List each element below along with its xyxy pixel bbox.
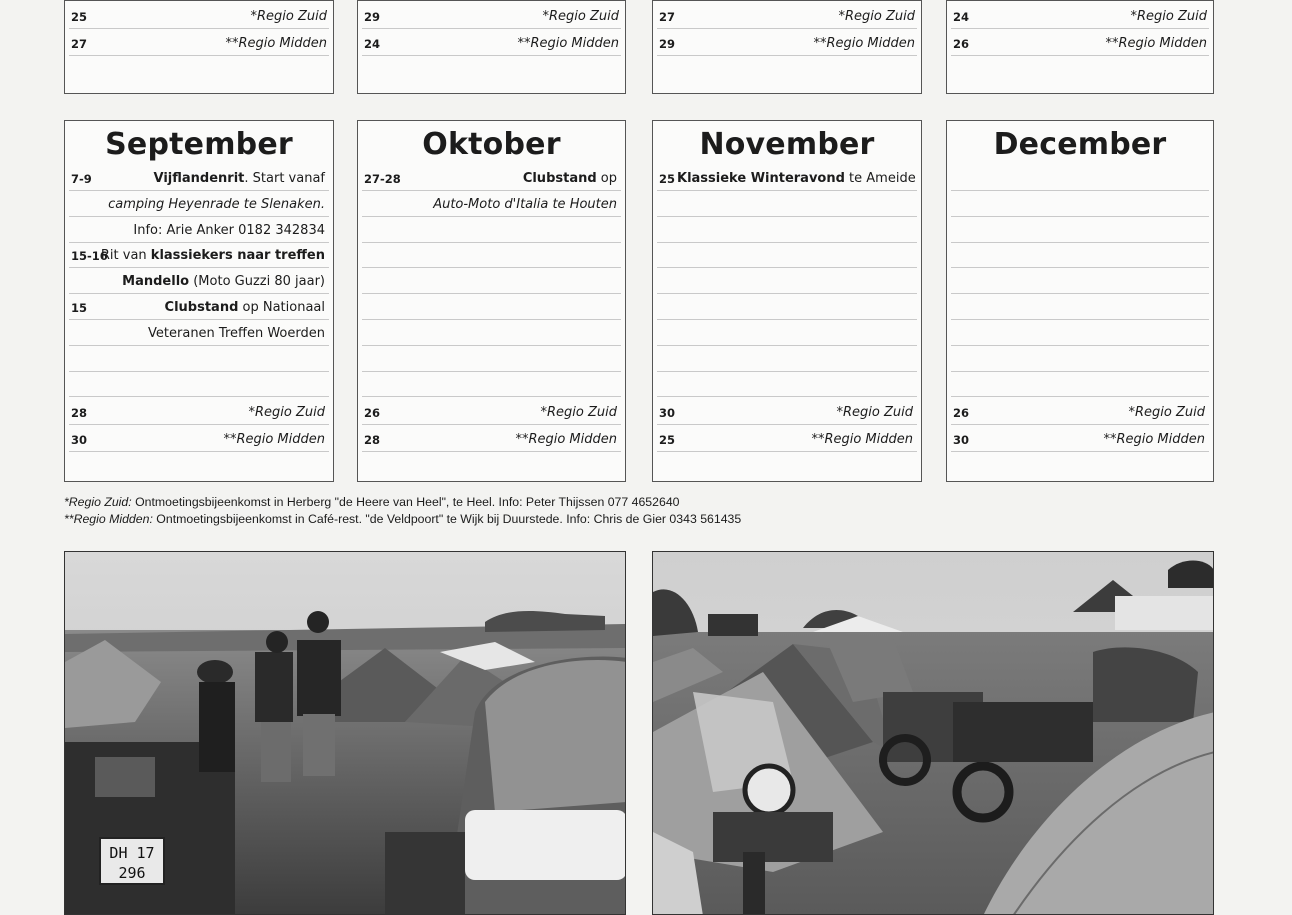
calendar-row: [951, 399, 1209, 425]
event-text: [523, 171, 617, 186]
event-text-part: Rit van: [100, 248, 151, 264]
month-december: [946, 120, 1214, 482]
month-title: December: [993, 127, 1167, 162]
event-text-part: te Ameide: [844, 171, 916, 186]
event-text: **Regio Midden: [225, 36, 327, 51]
calendar-row: [657, 30, 917, 56]
calendar-row: [362, 165, 621, 191]
calendar-row: [951, 165, 1209, 191]
note-regio-zuid: [64, 494, 1264, 511]
day-number: 27: [659, 10, 676, 24]
calendar-row: [362, 371, 621, 397]
note-text: Ontmoetingsbijeenkomst in Café-rest. "de Veldpoort" te Wijk bij Duurstede. Info: Chris de Gier 0343 561435: [152, 512, 742, 526]
event-text: *Regio Zuid: [838, 9, 915, 24]
month-oktober: [357, 120, 626, 482]
event-text: **Regio Midden: [515, 432, 617, 447]
day-number: 30: [71, 433, 88, 447]
event-text: [108, 197, 325, 212]
calendar-row: [362, 426, 621, 452]
day-number: 25: [659, 433, 676, 447]
photo-image: [653, 552, 1214, 915]
event-text-part: Mandello: [122, 274, 190, 290]
calendar-row: [657, 371, 917, 397]
calendar-row: [657, 294, 917, 320]
calendar-row: [362, 242, 621, 268]
event-text: *Regio Zuid: [540, 405, 617, 420]
day-number: 30: [659, 406, 676, 420]
calendar-row: [69, 3, 329, 29]
calendar-row: [951, 191, 1209, 217]
calendar-row: [362, 399, 621, 425]
calendar-row: [69, 399, 329, 425]
calendar-row: [951, 294, 1209, 320]
calendar-row: [657, 3, 917, 29]
event-text: *Regio Zuid: [250, 9, 327, 24]
month-title: September: [105, 127, 293, 162]
note-label: *Regio Zuid:: [64, 495, 132, 509]
day-number: 27: [71, 37, 88, 51]
month-title: Oktober: [422, 127, 561, 162]
calendar-row: [657, 346, 917, 372]
calendar-row: [69, 30, 329, 56]
calendar-row: [951, 217, 1209, 243]
photo-image: [65, 552, 626, 915]
note-text: Ontmoetingsbijeenkomst in Herberg "de Heere van Heel", te Heel. Info: Peter Thijssen 077 4652640: [131, 495, 680, 509]
month-november: [652, 120, 922, 482]
day-number: 7-9: [71, 172, 92, 186]
day-number: 26: [953, 406, 970, 420]
day-number: 29: [364, 10, 381, 24]
day-number: 28: [364, 433, 381, 447]
calendar-row: [69, 346, 329, 372]
day-number: 26: [364, 406, 381, 420]
calendar-row: [69, 268, 329, 294]
event-text: [148, 326, 325, 341]
calendar-row: [951, 3, 1209, 29]
event-text: [133, 223, 325, 238]
event-text-part: op Nationaal: [238, 300, 325, 315]
calendar-row: [69, 371, 329, 397]
event-text-part: klassiekers naar treffen: [150, 248, 325, 264]
event-text-part: Veteranen Treffen Woerden: [148, 325, 325, 341]
calendar-row: [362, 294, 621, 320]
event-text: *Regio Zuid: [248, 405, 325, 420]
month-title: November: [699, 127, 875, 162]
event-text: [677, 171, 916, 186]
event-text: **Regio Midden: [1103, 432, 1205, 447]
day-number: 30: [953, 433, 970, 447]
event-text-part: Info: Arie Anker 0182 342834: [133, 222, 325, 238]
calendar-row: [657, 242, 917, 268]
calendar-row: [657, 426, 917, 452]
event-text-part: op: [596, 171, 617, 186]
calendar-row: [951, 320, 1209, 346]
day-number: 25: [71, 10, 88, 24]
event-text-part: Clubstand: [522, 171, 597, 186]
top-box-1: [64, 0, 334, 94]
calendar-row: [362, 3, 621, 29]
calendar-row: [69, 217, 329, 243]
event-text: **Regio Midden: [223, 432, 325, 447]
photo-campsite-people: [64, 551, 626, 915]
event-text: [154, 171, 325, 186]
calendar-row: [69, 426, 329, 452]
month-september: [64, 120, 334, 482]
calendar-row: [951, 268, 1209, 294]
top-box-3: [652, 0, 922, 94]
day-number: 26: [953, 37, 970, 51]
event-text: [122, 274, 325, 289]
top-box-2: [357, 0, 626, 94]
calendar-row: [69, 165, 329, 191]
calendar-row: [362, 191, 621, 217]
calendar-row: [69, 320, 329, 346]
calendar-row: [951, 346, 1209, 372]
event-text-part: Clubstand: [164, 300, 239, 315]
calendar-row: [362, 320, 621, 346]
day-number: 24: [364, 37, 381, 51]
event-text: [433, 197, 617, 212]
note-label: **Regio Midden:: [64, 512, 153, 526]
calendar-row: [657, 191, 917, 217]
calendar-row: [951, 426, 1209, 452]
top-box-4: [946, 0, 1214, 94]
calendar-row: [69, 242, 329, 268]
event-text: **Regio Midden: [811, 432, 913, 447]
day-number: 29: [659, 37, 676, 51]
calendar-row: [657, 399, 917, 425]
calendar-row: [69, 294, 329, 320]
calendar-row: [951, 242, 1209, 268]
event-text-part: Auto-Moto d'Italia te Houten: [433, 196, 617, 212]
event-text-part: camping Heyenrade te Slenaken.: [108, 196, 325, 212]
event-text: [101, 248, 325, 263]
event-text-part: Klassieke Winteravond: [677, 171, 845, 186]
day-number: 25: [659, 172, 676, 186]
event-text: **Regio Midden: [1105, 36, 1207, 51]
footnotes: [64, 494, 1264, 528]
calendar-row: [657, 320, 917, 346]
day-number: 24: [953, 10, 970, 24]
note-regio-midden: [64, 511, 1264, 528]
calendar-row: [362, 268, 621, 294]
calendar-row: [657, 217, 917, 243]
calendar-row: [69, 191, 329, 217]
calendar-row: [362, 30, 621, 56]
photo-campsite-motorcycles: [652, 551, 1214, 915]
event-text: *Regio Zuid: [836, 405, 913, 420]
day-number: 28: [71, 406, 88, 420]
event-text: [165, 300, 325, 315]
event-text: *Regio Zuid: [1128, 405, 1205, 420]
license-plate-line2: 296: [118, 864, 146, 882]
event-text: **Regio Midden: [517, 36, 619, 51]
event-text-part: Vijflandenrit: [153, 171, 245, 186]
calendar-row: [951, 30, 1209, 56]
event-text: **Regio Midden: [813, 36, 915, 51]
event-text-part: . Start vanaf: [244, 171, 325, 186]
calendar-row: [951, 371, 1209, 397]
calendar-row: [362, 346, 621, 372]
event-text: *Regio Zuid: [542, 9, 619, 24]
calendar-row: [657, 268, 917, 294]
license-plate-line1: DH 17: [109, 844, 155, 862]
event-text-part: (Moto Guzzi 80 jaar): [189, 274, 325, 290]
calendar-row: [657, 165, 917, 191]
calendar-row: [362, 217, 621, 243]
day-number: 15-16: [71, 249, 108, 264]
event-text: *Regio Zuid: [1130, 9, 1207, 24]
day-number: 27-28: [364, 172, 401, 186]
day-number: 15: [71, 301, 88, 315]
